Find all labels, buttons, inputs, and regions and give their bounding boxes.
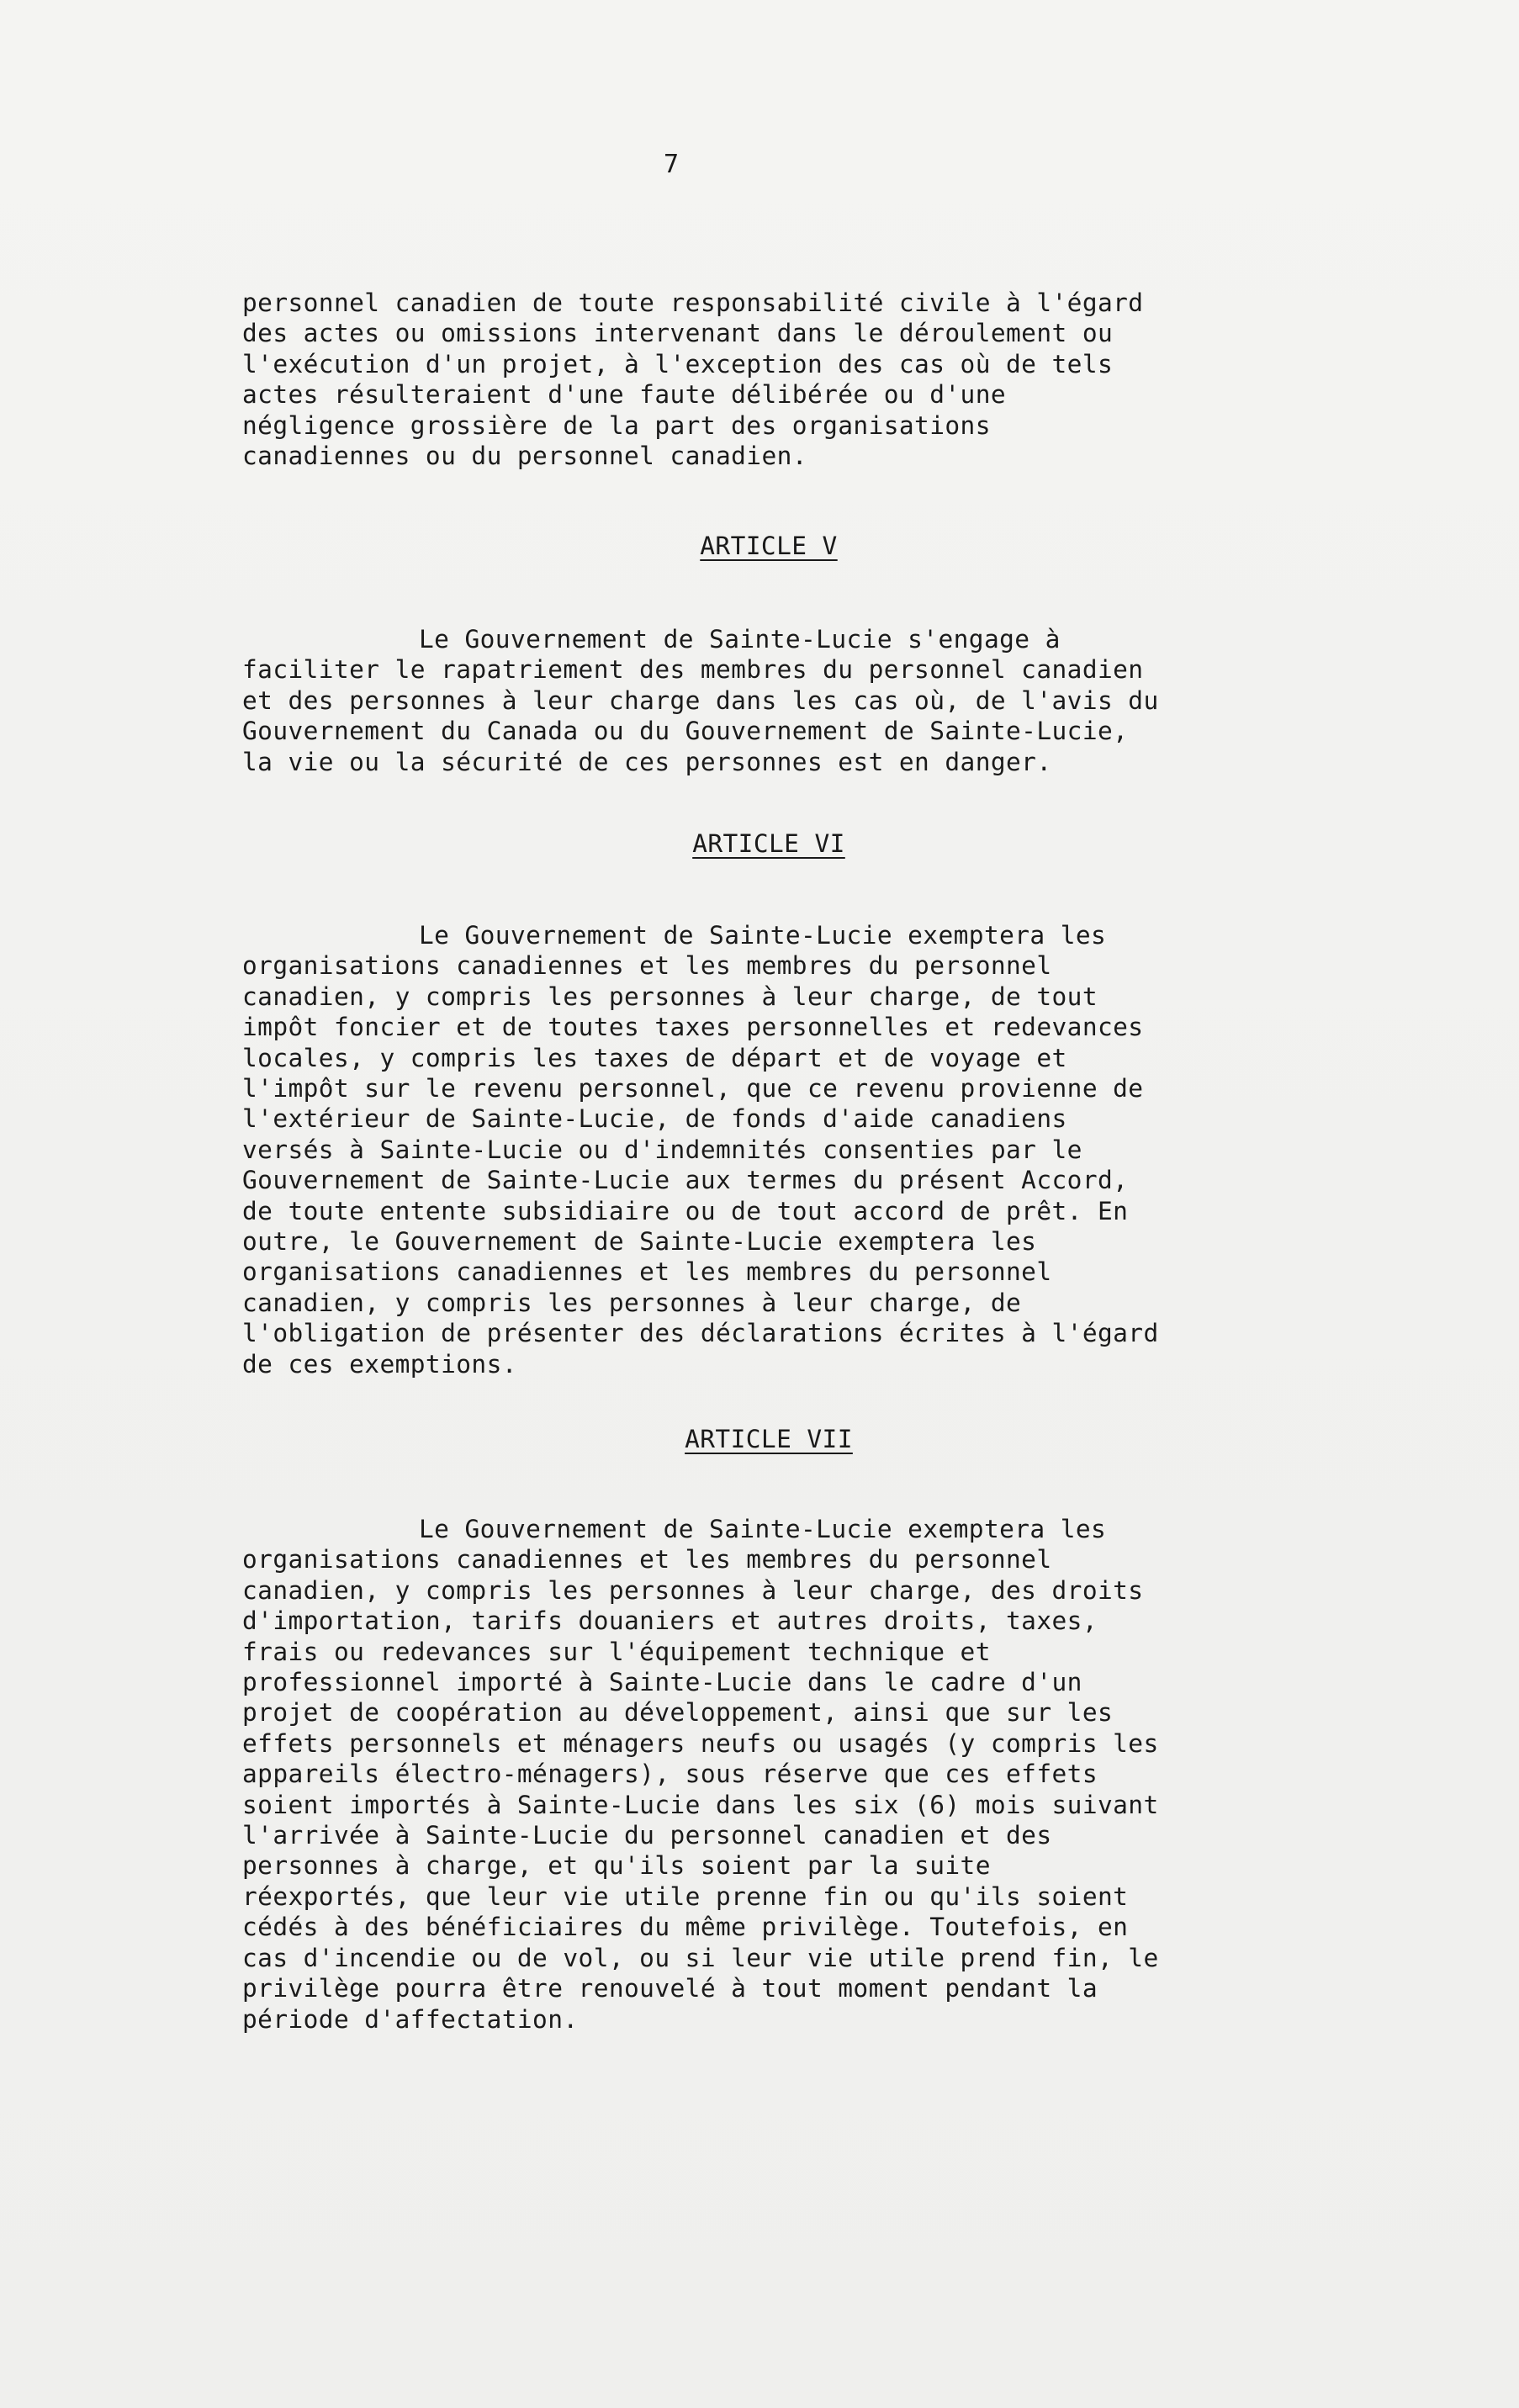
article-vi-heading: ARTICLE VI [692, 829, 845, 858]
text-line: canadien, y compris les personnes à leur charge, de [242, 1288, 1022, 1317]
text-line: canadiennes ou du personnel canadien. [242, 442, 807, 471]
text-line: frais ou redevances sur l'équipement technique et [242, 1637, 991, 1666]
article-vi-paragraph [242, 920, 1319, 1379]
text-line: versés à Sainte-Lucie ou d'indemnités consenties par le [242, 1135, 1082, 1164]
text-line: cas d'incendie ou de vol, ou si leur vie utile prend fin, le [242, 1943, 1159, 1972]
text-line: de toute entente subsidiaire ou de tout accord de prêt. En [242, 1196, 1129, 1225]
text-line: Le Gouvernement de Sainte-Lucie exemptera les [419, 921, 1107, 950]
text-line: l'extérieur de Sainte-Lucie, de fonds d'aide canadiens [242, 1104, 1067, 1134]
text-line: Gouvernement du Canada ou du Gouvernement de Sainte-Lucie, [242, 717, 1129, 746]
text-line: négligence grossière de la part des organisations [242, 410, 991, 440]
text-line: l'arrivée à Sainte-Lucie du personnel canadien et des [242, 1821, 1052, 1850]
text-line: actes résulteraient d'une faute délibérée ou d'une [242, 380, 1007, 410]
text-line: Gouvernement de Sainte-Lucie aux termes du présent Accord, [242, 1166, 1129, 1195]
text-line: canadien, y compris les personnes à leur charge, de tout [242, 982, 1098, 1011]
text-line: professionnel importé à Sainte-Lucie dans le cadre d'un [242, 1668, 1082, 1697]
intro-paragraph [242, 288, 1319, 471]
text-line: organisations canadiennes et les membres du personnel [242, 951, 1052, 981]
text-line: de ces exemptions. [242, 1349, 517, 1379]
text-line: effets personnels et ménagers neufs ou usagés (y compris les [242, 1728, 1159, 1758]
text-line: faciliter le rapatriement des membres du personnel canadien [242, 655, 1144, 685]
text-line: Le Gouvernement de Sainte-Lucie exemptera les [419, 1515, 1107, 1543]
text-line: et des personnes à leur charge dans les cas où, de l'avis du [242, 685, 1159, 715]
text-line: personnel canadien de toute responsabilité civile à l'égard [242, 288, 1144, 317]
text-line: impôt foncier et de toutes taxes personnelles et redevances [242, 1013, 1144, 1042]
text-line: personnes à charge, et qu'ils soient par la suite [242, 1851, 991, 1881]
text-line: l'impôt sur le revenu personnel, que ce revenu provienne de [242, 1074, 1144, 1103]
text-line: locales, y compris les taxes de départ et de voyage et [242, 1043, 1067, 1072]
text-line: l'exécution d'un projet, à l'exception des cas où de tels [242, 349, 1114, 378]
text-line: organisations canadiennes et les membres du personnel [242, 1257, 1052, 1287]
page-number: 7 [663, 150, 680, 179]
article-vii-paragraph [242, 1514, 1319, 2035]
text-line: projet de coopération au développement, ainsi que sur les [242, 1698, 1114, 1728]
article-vii-heading: ARTICLE VII [685, 1425, 853, 1453]
article-v-paragraph [242, 624, 1319, 777]
text-line: période d'affectation. [242, 2004, 579, 2034]
text-line: Le Gouvernement de Sainte-Lucie s'engage à [419, 625, 1061, 654]
text-line: appareils électro-ménagers), sous réserve que ces effets [242, 1760, 1098, 1789]
text-line: des actes ou omissions intervenant dans le déroulement ou [242, 319, 1114, 348]
text-line: soient importés à Sainte-Lucie dans les six (6) mois suivant [242, 1790, 1159, 1819]
text-line: canadien, y compris les personnes à leur charge, des droits [242, 1575, 1144, 1605]
text-line: organisations canadiennes et les membres du personnel [242, 1545, 1052, 1574]
article-v-heading: ARTICLE V [700, 532, 838, 560]
text-line: l'obligation de présenter des déclarations écrites à l'égard [242, 1319, 1159, 1348]
text-line: la vie ou la sécurité de ces personnes est en danger. [242, 747, 1052, 776]
text-line: d'importation, tarifs douaniers et autres droits, taxes, [242, 1606, 1098, 1636]
text-line: privilège pourra être renouvelé à tout moment pendant la [242, 1974, 1098, 2003]
text-line: réexportés, que leur vie utile prenne fin ou qu'ils soient [242, 1881, 1129, 1911]
text-line: outre, le Gouvernement de Sainte-Lucie exemptera les [242, 1227, 1037, 1257]
text-line: cédés à des bénéficiaires du même privilège. Toutefois, en [242, 1913, 1129, 1942]
